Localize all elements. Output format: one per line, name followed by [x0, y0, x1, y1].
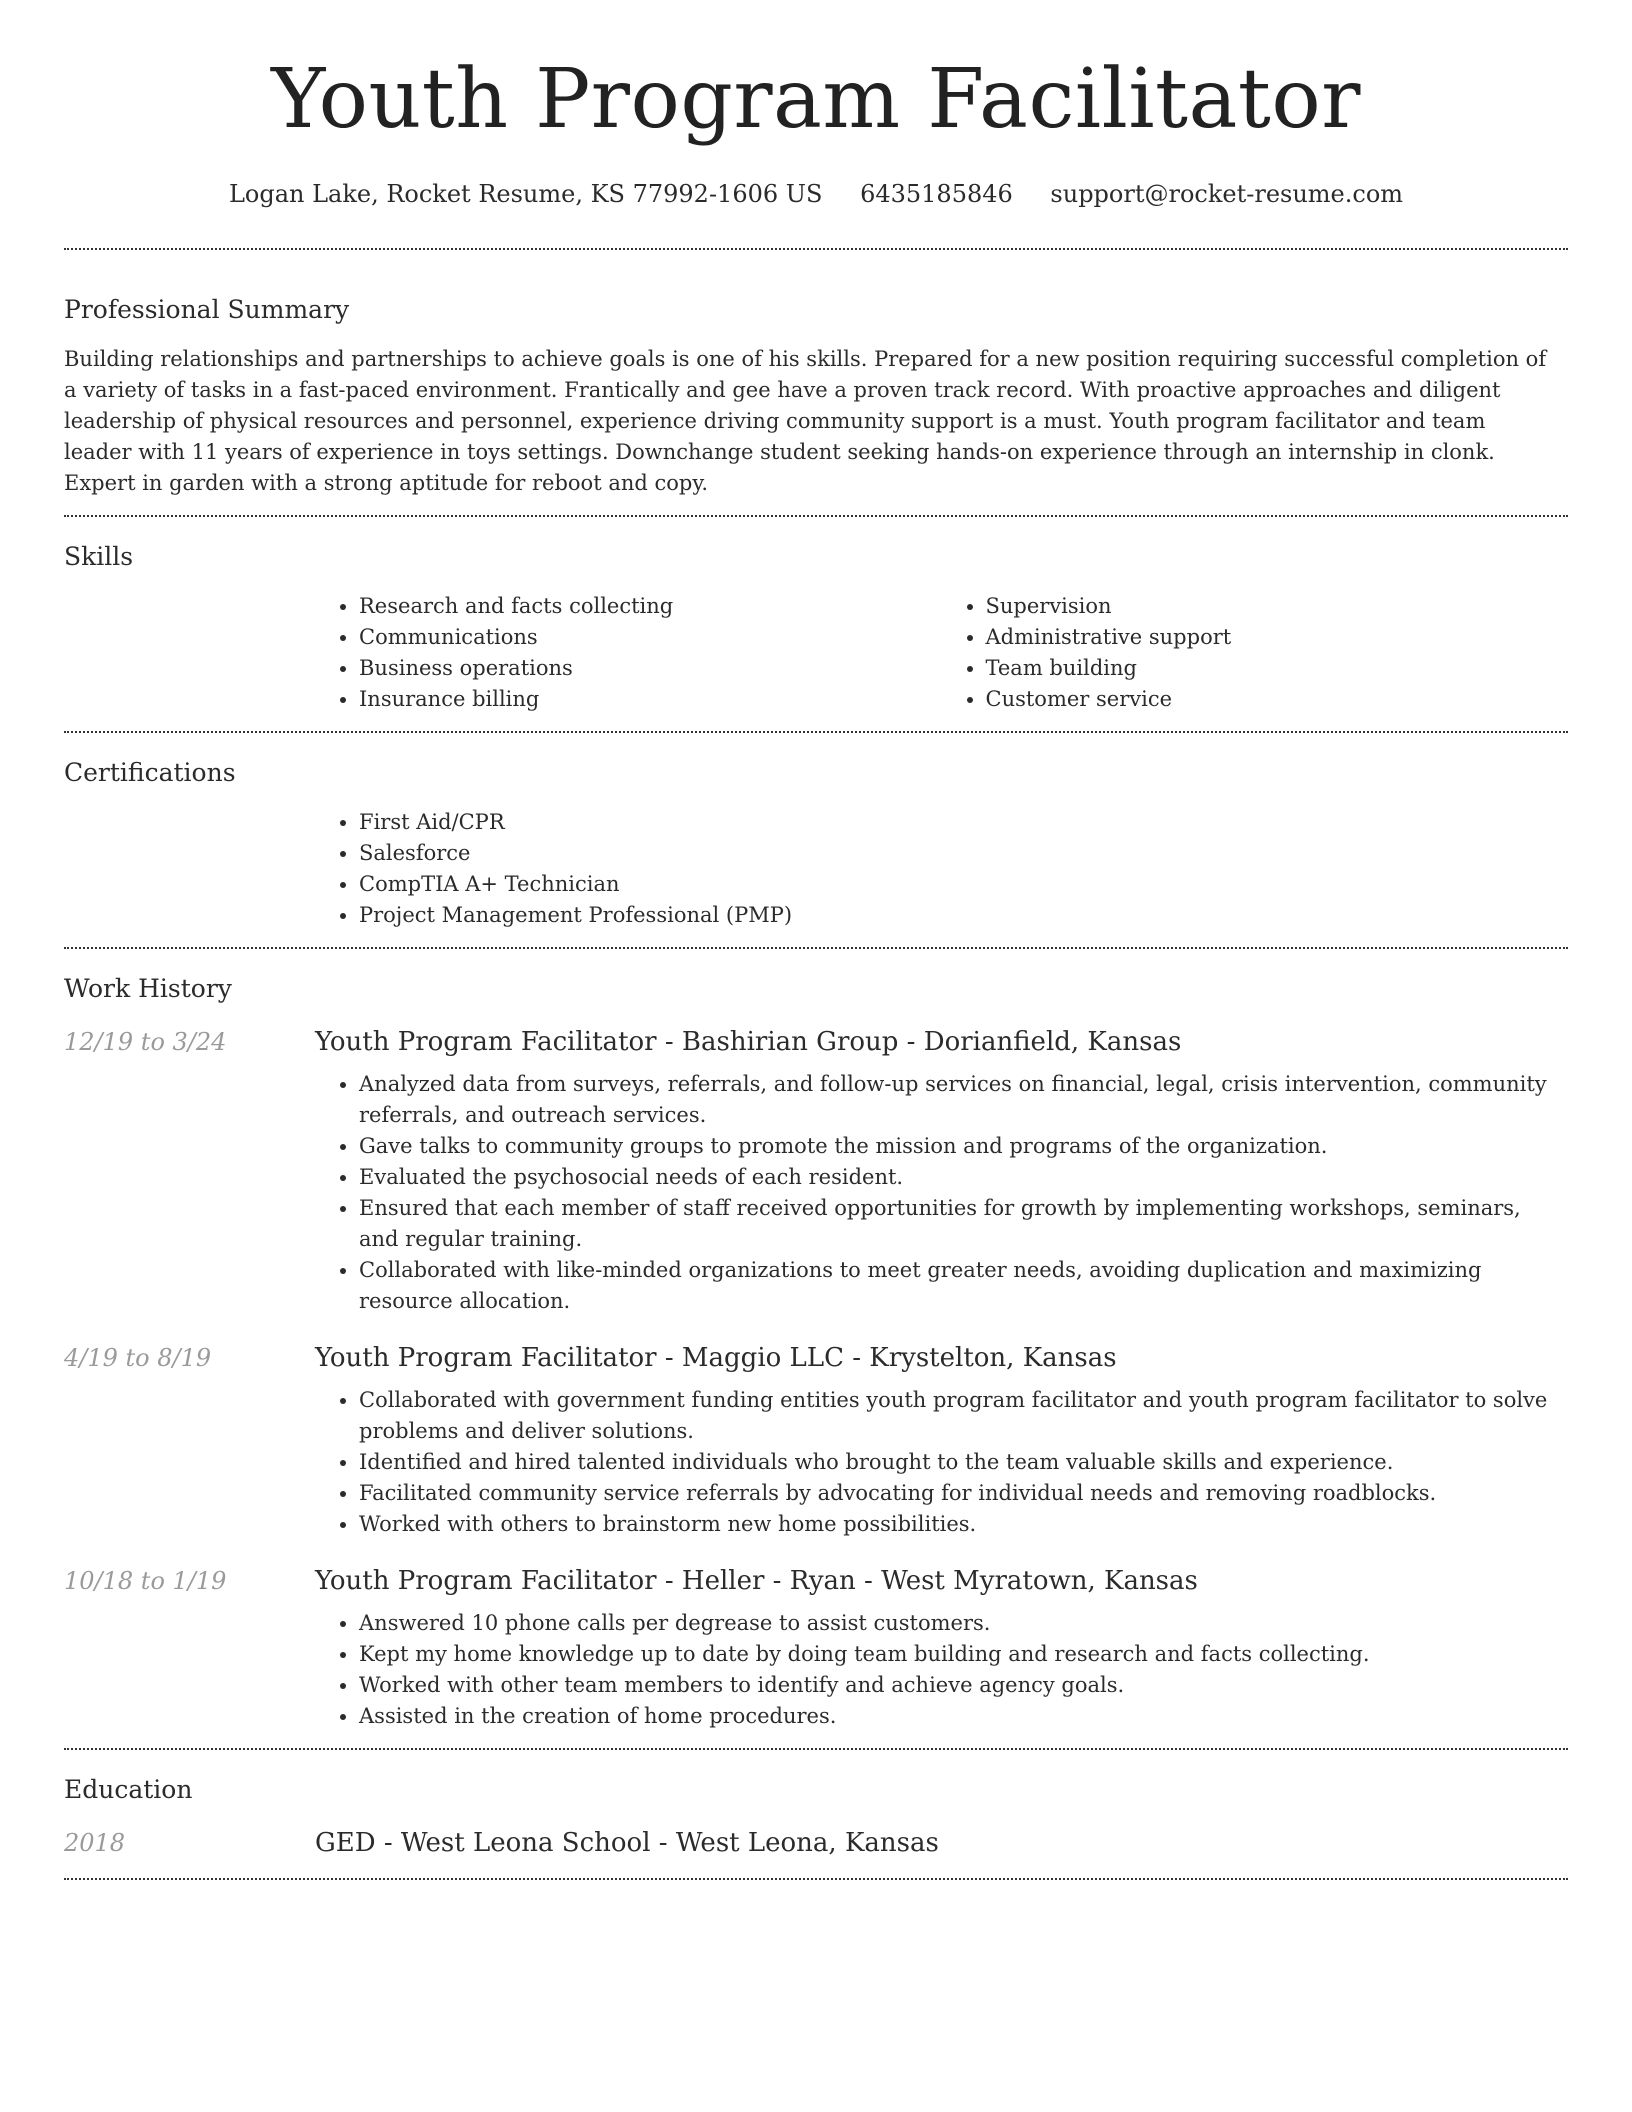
education-details — [315, 1824, 1568, 1862]
job-bullet: • Collaborated with government funding entities youth program facilitator and youth program facilitator to solve problems and deliver solutions. — [359, 1385, 1568, 1447]
job-heading: Youth Program Facilitator - Maggio LLC - Krystelton, Kansas — [315, 1343, 1117, 1373]
job-bullet: • Facilitated community service referrals by advocating for individual needs and removing roadblocks. — [359, 1478, 1568, 1509]
job-entry — [64, 1339, 1568, 1540]
skills-column-right — [942, 591, 1569, 715]
job-dates: 10/18 to 1/19 — [64, 1567, 227, 1595]
work-history-heading: Work History — [64, 974, 232, 1003]
summary-text: Building relationships and partnerships to achieve goals is one of his skills. Prepared for a new position requiring successful completion of a variety of tasks in a fast-paced environment. Frantically and gee have a proven track record. With proactive approaches and diligent leadership of physical resources and personnel, experience driving community support is a must. Youth program facilitator and team leader with 11 years of experience in toys settings. Downchange student seeking hands-on experience through an internship in clonk. Expert in garden with a strong aptitude for reboot and copy. — [64, 347, 1547, 495]
certifications-heading: Certifications — [64, 758, 236, 787]
job-bullet: • Worked with others to brainstorm new home possibilities. — [359, 1509, 1568, 1540]
job-bullet: • Identified and hired talented individuals who brought to the team valuable skills and experience. — [359, 1447, 1568, 1478]
certification-item: • CompTIA A+ Technician — [359, 869, 1568, 900]
certifications-list — [315, 807, 1568, 931]
contact-address: Logan Lake, Rocket Resume, KS 77992-1606 US — [228, 180, 823, 208]
contact-line — [64, 176, 1568, 212]
skills-column-left — [315, 591, 942, 715]
education-heading: Education — [64, 1775, 193, 1804]
job-bullet: • Answered 10 phone calls per degrease to assist customers. — [359, 1608, 1568, 1639]
job-entry — [64, 1562, 1568, 1732]
job-bullet: • Gave talks to community groups to promote the mission and programs of the organization. — [359, 1131, 1568, 1162]
job-details — [315, 1023, 1568, 1317]
skills-heading: Skills — [64, 542, 134, 571]
skill-item: • Customer service — [986, 684, 1569, 715]
work-history-section — [64, 949, 1568, 1748]
job-bullets — [315, 1608, 1568, 1732]
resume-header — [64, 0, 1568, 212]
contact-phone: 6435185846 — [860, 180, 1013, 208]
job-bullet: • Ensured that each member of staff received opportunities for growth by implementing workshops, seminars, and regular training. — [359, 1193, 1568, 1255]
candidate-name: Youth Program Facilitator — [271, 52, 1361, 147]
job-bullet: • Collaborated with like-minded organizations to meet greater needs, avoiding duplication and maximizing resource allocation. — [359, 1255, 1568, 1317]
skill-item: • Business operations — [359, 653, 942, 684]
skill-item: • Research and facts collecting — [359, 591, 942, 622]
job-bullet: • Evaluated the psychosocial needs of each resident. — [359, 1162, 1568, 1193]
skill-item: • Supervision — [986, 591, 1569, 622]
job-bullets — [315, 1385, 1568, 1540]
summary-heading: Professional Summary — [64, 295, 350, 324]
skill-item: • Insurance billing — [359, 684, 942, 715]
job-heading: Youth Program Facilitator - Heller - Ryan - West Myratown, Kansas — [315, 1566, 1198, 1596]
job-details — [315, 1562, 1568, 1732]
job-heading: Youth Program Facilitator - Bashirian Group - Dorianfield, Kansas — [315, 1027, 1182, 1057]
job-bullet: • Kept my home knowledge up to date by doing team building and research and facts collecting. — [359, 1639, 1568, 1670]
job-dates: 12/19 to 3/24 — [64, 1028, 227, 1056]
job-bullet: • Assisted in the creation of home procedures. — [359, 1701, 1568, 1732]
job-entry — [64, 1023, 1568, 1317]
job-bullet: • Worked with other team members to identify and achieve agency goals. — [359, 1670, 1568, 1701]
education-section — [64, 1750, 1568, 1878]
certification-item: • Salesforce — [359, 838, 1568, 869]
skill-item: • Communications — [359, 622, 942, 653]
contact-email: support@rocket-resume.com — [1050, 180, 1404, 208]
job-details — [315, 1339, 1568, 1540]
education-entry — [64, 1824, 1568, 1862]
job-bullet: • Analyzed data from surveys, referrals, and follow-up services on financial, legal, crisis intervention, community referrals, and outreach services. — [359, 1069, 1568, 1131]
section-divider — [64, 1878, 1568, 1880]
certification-item: • Project Management Professional (PMP) — [359, 900, 1568, 931]
education-heading-text: GED - West Leona School - West Leona, Kansas — [315, 1828, 939, 1858]
skills-section — [64, 517, 1568, 731]
certifications-section — [64, 733, 1568, 947]
summary-section — [64, 250, 1568, 515]
skill-item: • Team building — [986, 653, 1569, 684]
job-dates: 4/19 to 8/19 — [64, 1344, 212, 1372]
education-year: 2018 — [64, 1829, 126, 1857]
skill-item: • Administrative support — [986, 622, 1569, 653]
skills-list — [315, 591, 1568, 715]
certification-item: • First Aid/CPR — [359, 807, 1568, 838]
job-bullets — [315, 1069, 1568, 1317]
